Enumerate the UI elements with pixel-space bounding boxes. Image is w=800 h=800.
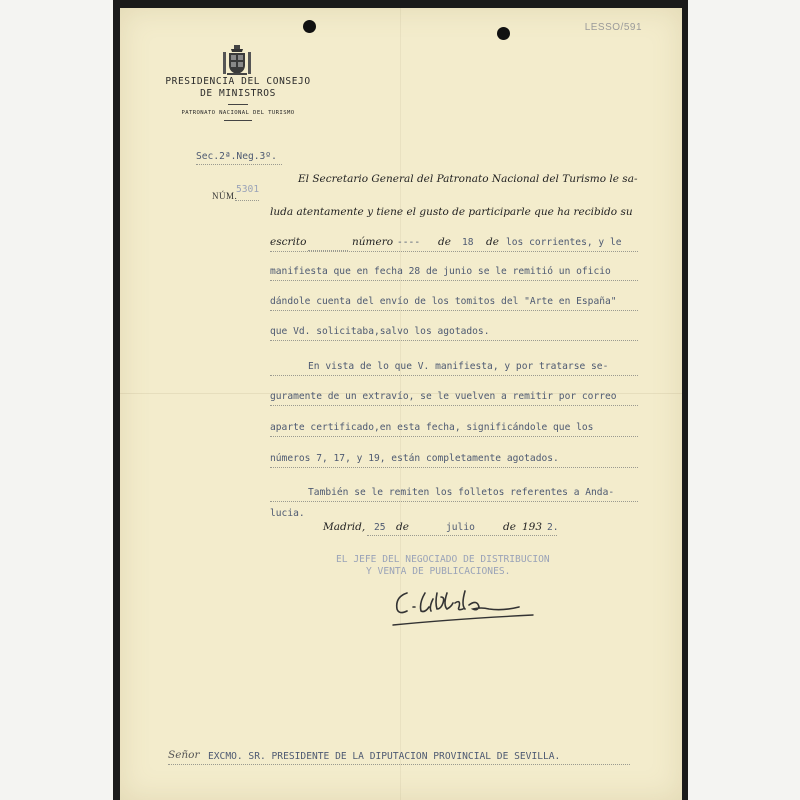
date-day: 25: [374, 522, 386, 533]
fold-line-vertical: [400, 8, 401, 800]
typed-text-line: dándole cuenta del envío de los tomitos del "Arte en España": [270, 296, 617, 307]
typed-text-line: guramente de un extravío, se le vuelven a remitir por correo: [270, 391, 617, 402]
typed-text-line: En vista de lo que V. manifiesta, y por tratarse se-: [308, 361, 609, 372]
header-divider: [224, 120, 252, 121]
dotted-rule: [270, 310, 638, 311]
typed-text-line: números 7, 17, y 19, están completamente agotados.: [270, 453, 559, 464]
typed-number: ----: [397, 237, 421, 248]
date-de: de: [503, 521, 516, 533]
printed-escrito: escrito: [270, 236, 307, 248]
date-year-prefix: 193: [522, 521, 543, 533]
header-line-1: PRESIDENCIA DEL CONSEJO: [165, 76, 311, 87]
handwritten-signature: [385, 585, 545, 627]
dotted-rule: [235, 200, 259, 201]
typed-text-line: los corrientes, y le: [506, 237, 622, 248]
header-presidencia: [158, 76, 318, 100]
printed-numero: número: [352, 236, 394, 248]
dotted-rule: [270, 436, 638, 437]
dotted-rule: [270, 340, 638, 341]
printed-de: de: [486, 236, 499, 248]
dotted-rule: [270, 467, 638, 468]
date-month: julio: [446, 522, 475, 533]
dotted-rule: [270, 405, 638, 406]
printed-greeting-line-1: El Secretario General del Patronato Nacional del Turismo le sa-: [298, 173, 638, 185]
dotted-rule: [367, 535, 557, 536]
printed-de: de: [438, 236, 451, 248]
header-divider: [228, 104, 248, 105]
typed-text-line: lucia.: [270, 508, 305, 519]
dotted-rule: [196, 164, 282, 165]
dotted-rule: [270, 501, 638, 502]
date-de: de: [396, 521, 409, 533]
signatory-line-1: EL JEFE DEL NEGOCIADO DE DISTRIBUCION: [336, 554, 550, 565]
typed-text-line: manifiesta que en fecha 28 de junio se le remitió un oficio: [270, 266, 611, 277]
letter-sheet: [120, 8, 682, 800]
header-line-2: DE MINISTROS: [200, 88, 276, 99]
typed-day: 18: [462, 237, 474, 248]
printed-greeting-line-2: luda atentamente y tiene el gusto de participarle que ha recibido su: [270, 206, 633, 218]
dotted-rule: [168, 764, 630, 765]
typed-text-line: aparte certificado,en esta fecha, significándole que los: [270, 422, 594, 433]
punch-hole-left: [303, 20, 316, 33]
dotted-rule: [270, 251, 638, 252]
number-value: 5301: [236, 184, 260, 195]
section-reference: Sec.2ª.Neg.3º.: [196, 151, 277, 162]
dotted-rule: [270, 280, 638, 281]
signatory-line-2: Y VENTA DE PUBLICACIONES.: [366, 566, 511, 577]
recipient-address: EXCMO. SR. PRESIDENTE DE LA DIPUTACION PROVINCIAL DE SEVILLA.: [208, 751, 561, 762]
punch-hole-right: [497, 27, 510, 40]
header-patronato: PATRONATO NACIONAL DEL TURISMO: [181, 110, 295, 116]
number-label: NÚM.: [212, 191, 238, 201]
typed-text-line: También se le remiten los folletos referentes a Anda-: [308, 487, 615, 498]
archive-reference: LESSO/591: [584, 22, 642, 33]
typed-text-line: que Vd. solicitaba,salvo los agotados.: [270, 326, 490, 337]
dotted-rule: [270, 375, 638, 376]
coat-of-arms-icon: [220, 44, 254, 76]
date-city: Madrid,: [323, 521, 366, 533]
date-year-digit: 2.: [547, 522, 559, 533]
recipient-label: Señor: [168, 749, 200, 761]
